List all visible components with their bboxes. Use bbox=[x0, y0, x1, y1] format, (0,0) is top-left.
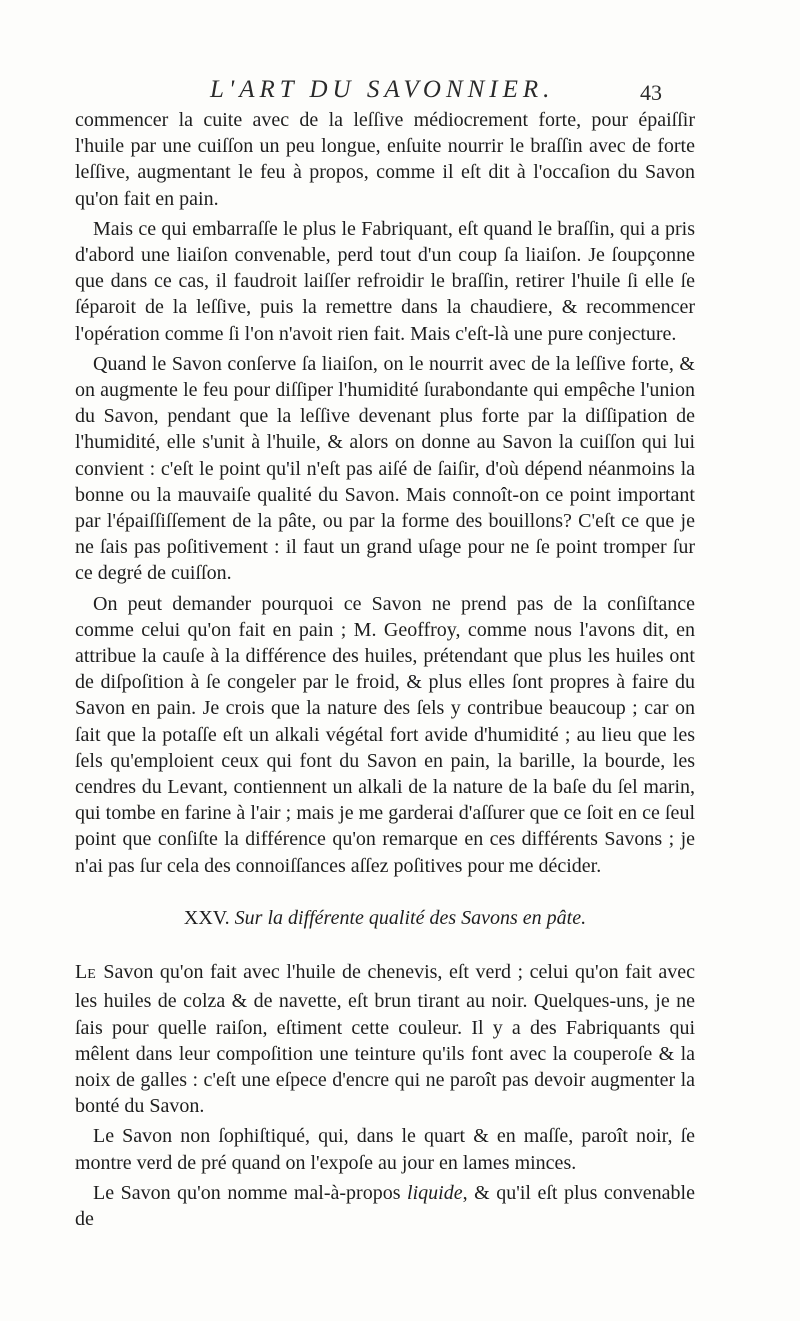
paragraph-liquide-end: , & qu'il eſt plus convenable de bbox=[75, 1181, 695, 1230]
paragraph-consistance: On peut demander pourquoi ce Savon ne prend pas de la conſiſtance comme celui qu'on fait en pain ; M. Geoffroy, comme nous l'avons dit, en attribue la cauſe à la différence des huiles, prétendant que plus les huiles ont de diſpoſition à ſe congeler par le froid, & plus elles ſont propres à faire du Savon en pain. Je crois que la nature des ſels y contribue beaucoup ; car on ſait que la potaſſe eſt un alkali végétal fort avide d'humidité ; au lieu que les ſels qu'emploient ceux qui font du Savon en pain, la barille, la bourde, les cendres du Levant, contiennent un alkali de la nature de la baſe du ſel marin, qui tombe en farine à l'air ; mais je me garderai d'aſſurer que ce ſoit en ce ſeul point que conſiſte la différence qu'on remarque en ces différents Savons ; je n'ai pas ſur cela des connoiſſances aſſez poſitives pour me décider. bbox=[75, 592, 695, 877]
section-title: Sur la différente qualité des Savons en pâte. bbox=[234, 906, 587, 929]
paragraph-liaison: Quand le Savon conſerve ſa liaiſon, on le nourrit avec de la leſſive forte, & on augmente le feu pour diſſiper l'humidité ſurabondante qui empêche l'union du Savon, pendant que la leſſive devenant plus forte par la diſſipation de l'humidité, elle s'unit à l'huile, & alors on donne au Savon la cuiſſon qui lui convient : c'eſt le point qu'il n'eſt pas aiſé de ſaiſir, d'où dépend néanmoins la bonne ou la mauvaiſe qualité du Savon. Mais connoît-on ce point important par l'épaiſſiſſement de la pâte, ou par la forme des bouillons? C'eſt ce que je ne ſais pas poſitivement : il faut un grand uſage pour ne ſe point tromper ſur ce degré de cuiſſon. bbox=[75, 352, 695, 585]
paragraph-couleur-text: Savon qu'on fait avec l'huile de chenevis, eſt verd ; celui qu'on fait avec les huiles de colza & de navette, eſt brun tirant au noir. Quelques-uns, je ne ſais pour quelle raiſon, eſtiment cette couleur. Il y a des Fabriquants qui mêlent dans leur compoſition une teinture qu'ils font avec la couperoſe & la noix de galles : c'eſt une eſpece d'encre qui ne paroît pas devoir augmenter la bonté du Savon. bbox=[75, 961, 695, 1118]
section-heading bbox=[75, 905, 695, 931]
initial-smallcap: E bbox=[87, 967, 97, 983]
paragraph-liquide bbox=[75, 1180, 695, 1232]
paragraph-sophistique: Le Savon non ſophiſtiqué, qui, dans le quart & en maſſe, paroît noir, ſe montre verd de pré quand on l'expoſe au jour en lames minces. bbox=[75, 1125, 695, 1174]
paragraph-couleur bbox=[75, 959, 695, 1119]
paragraph-brassin: Mais ce qui embarraſſe le plus le Fabriquant, eſt quand le braſſin, qui a pris d'abord une liaiſon convenable, perd tout d'un coup ſa liaiſon. Je ſoupçonne que dans ce cas, il faudroit laiſſer refroidir le braſſin, retirer l'huile ſi elle ſe ſéparoit de la leſſive, puis la remettre dans la chaudiere, & recommencer l'opération comme ſi l'on n'avoit rien fait. Mais c'eſt-là une pure conjecture. bbox=[75, 217, 695, 345]
running-head-title: L'ART DU SAVONNIER. bbox=[210, 76, 555, 103]
body-text bbox=[75, 107, 695, 1236]
page-number: 43 bbox=[640, 80, 662, 105]
paragraph-liquide-start: Le Savon qu'on nomme mal-à-propos bbox=[93, 1181, 408, 1204]
word-liquide: liquide bbox=[407, 1181, 463, 1204]
section-number: XXV. bbox=[183, 906, 230, 929]
initial-letter: L bbox=[75, 961, 88, 984]
paragraph-continuation: commencer la cuite avec de la leſſive médiocrement forte, pour épaiſſir l'huile par une cuiſſon un peu longue, enſuite nourrir le braſſin avec de forte leſſive, augmentant le feu à propos, comme il eſt dit à l'occaſion du Savon qu'on fait en pain. bbox=[75, 109, 695, 210]
